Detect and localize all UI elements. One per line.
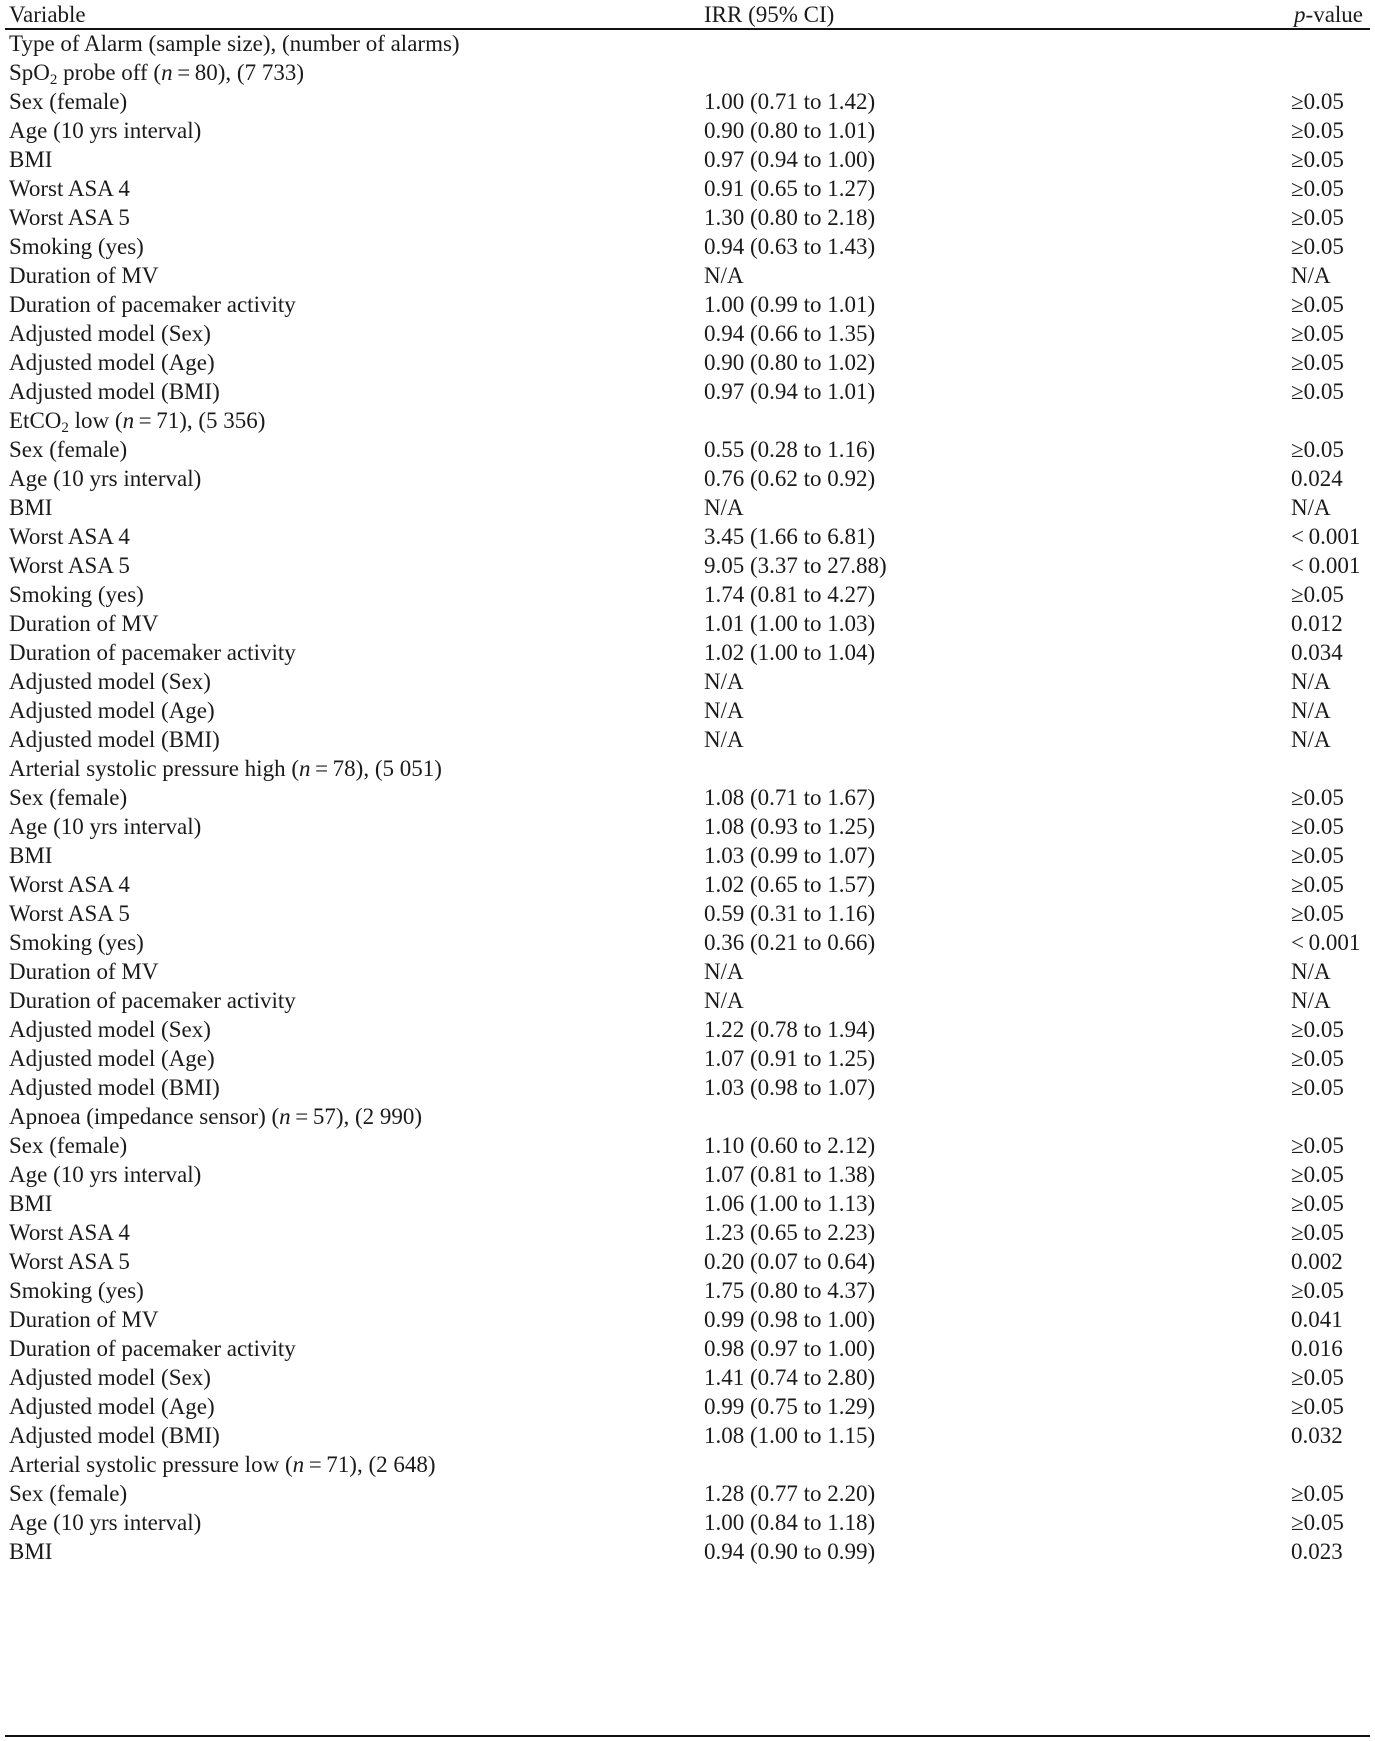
variable-cell: Worst ASA 4 [9,524,130,549]
p-value-cell: N/A [1291,727,1331,752]
irr-cell: 1.03 (0.99 to 1.07) [704,843,876,868]
variable-cell: Adjusted model (Sex) [9,1365,211,1390]
p-value-cell: 0.012 [1291,611,1343,636]
table-row [0,637,1375,669]
table-row [0,695,1375,727]
variable-cell: BMI [9,147,53,172]
p-value-cell: ≥0.05 [1291,785,1344,810]
header-p-italic: p [1294,2,1306,27]
variable-cell: Sex (female) [9,437,128,462]
group-title-row [0,1101,1375,1133]
group-title-mid: low ( [68,408,123,433]
table-row [0,1333,1375,1365]
table-row [0,1043,1375,1075]
irr-cell: 1.74 (0.81 to 4.27) [704,582,876,607]
table-row [0,86,1375,118]
variable-cell: Duration of MV [9,611,159,636]
table-row [0,1188,1375,1220]
p-value-cell: 0.016 [1291,1336,1343,1361]
p-value-cell: < 0.001 [1291,553,1361,578]
irr-cell: 1.02 (0.65 to 1.57) [704,872,876,897]
variable-cell: Age (10 yrs interval) [9,1510,202,1535]
group-title-n: n [292,1452,305,1477]
p-value-cell: N/A [1291,988,1331,1013]
irr-cell: N/A [704,669,744,694]
variable-cell: Worst ASA 4 [9,872,130,897]
table-row [0,666,1375,698]
group-title-mid: ( [285,756,299,781]
table-row [0,492,1375,524]
table-row [0,869,1375,901]
p-value-cell: ≥0.05 [1291,1394,1344,1419]
p-value-cell: ≥0.05 [1291,350,1344,375]
table-row [0,579,1375,611]
group-title [9,1101,422,1133]
p-value-cell: ≥0.05 [1291,176,1344,201]
table-row [0,521,1375,553]
p-value-cell: N/A [1291,698,1331,723]
group-title-pre: Apnoea (impedance sensor) [9,1104,266,1129]
p-value-cell: N/A [1291,495,1331,520]
p-value-cell: < 0.001 [1291,524,1361,549]
variable-cell: Adjusted model (Sex) [9,321,211,346]
p-value-cell: ≥0.05 [1291,1017,1344,1042]
group-title [9,57,304,89]
table-intro-row [0,28,1375,60]
irr-cell: N/A [704,263,744,288]
p-value-cell: ≥0.05 [1291,292,1344,317]
group-title-post: = 78), (5 051) [310,756,442,781]
irr-cell: 0.94 (0.90 to 0.99) [704,1539,876,1564]
group-title-post: = 80), (7 733) [172,60,305,85]
variable-cell: Adjusted model (BMI) [9,1423,220,1448]
variable-cell: Smoking (yes) [9,1278,144,1303]
p-value-cell: ≥0.05 [1291,901,1344,926]
variable-cell: Sex (female) [9,785,128,810]
variable-cell: Duration of MV [9,959,159,984]
group-title-mid: probe off ( [57,60,162,85]
p-value-cell: 0.034 [1291,640,1343,665]
table-row [0,1362,1375,1394]
irr-cell: 1.28 (0.77 to 2.20) [704,1481,876,1506]
p-value-cell: ≥0.05 [1291,1191,1344,1216]
table-row [0,550,1375,582]
irr-cell: 0.97 (0.94 to 1.00) [704,147,876,172]
irr-cell: 1.00 (0.71 to 1.42) [704,89,876,114]
group-title-mid: ( [265,1104,280,1129]
table-row [0,724,1375,756]
irr-cell: 1.03 (0.98 to 1.07) [704,1075,876,1100]
p-value-cell: 0.024 [1291,466,1343,491]
variable-cell: Adjusted model (BMI) [9,727,220,752]
group-title-sub: 2 [49,72,58,88]
variable-cell: Sex (female) [9,1133,128,1158]
p-value-cell: ≥0.05 [1291,205,1344,230]
variable-cell: Worst ASA 5 [9,205,130,230]
irr-cell: N/A [704,959,744,984]
table-row [0,1246,1375,1278]
group-title-sub: 2 [61,420,69,436]
irr-cell: 1.00 (0.84 to 1.18) [704,1510,876,1535]
variable-cell: Smoking (yes) [9,234,144,259]
table-row [0,1072,1375,1104]
variable-cell: Adjusted model (Age) [9,1394,215,1419]
table-row [0,1159,1375,1191]
variable-cell: Duration of pacemaker activity [9,1336,296,1361]
irr-cell: N/A [704,727,744,752]
variable-cell: Sex (female) [9,89,128,114]
p-value-cell: 0.041 [1291,1307,1343,1332]
group-title-n: n [279,1104,291,1129]
table-row [0,840,1375,872]
table-row [0,1478,1375,1510]
variable-cell: Duration of pacemaker activity [9,292,296,317]
p-value-cell: ≥0.05 [1291,1278,1344,1303]
table-row [0,173,1375,205]
header-p-rest: -value [1305,2,1363,27]
variable-cell: Smoking (yes) [9,930,144,955]
irr-cell: 1.08 (1.00 to 1.15) [704,1423,876,1448]
irr-cell: N/A [704,988,744,1013]
bottom-rule [5,1735,1370,1737]
variable-cell: Worst ASA 4 [9,176,130,201]
variable-cell: BMI [9,1539,53,1564]
irr-cell: 0.59 (0.31 to 1.16) [704,901,876,926]
table-row [0,144,1375,176]
irr-cell: 1.41 (0.74 to 2.80) [704,1365,876,1390]
variable-cell: Duration of pacemaker activity [9,988,296,1013]
irr-cell: 1.10 (0.60 to 2.12) [704,1133,876,1158]
table-row [0,434,1375,466]
irr-cell: 1.07 (0.81 to 1.38) [704,1162,876,1187]
irr-cell: 1.30 (0.80 to 2.18) [704,205,876,230]
irr-cell: 0.91 (0.65 to 1.27) [704,176,876,201]
variable-cell: Sex (female) [9,1481,128,1506]
irr-cell: 1.22 (0.78 to 1.94) [704,1017,876,1042]
table-row [0,1507,1375,1539]
table-row [0,608,1375,640]
table-row [0,1217,1375,1249]
variable-cell: Age (10 yrs interval) [9,814,202,839]
p-value-cell: 0.002 [1291,1249,1343,1274]
table-row [0,1391,1375,1423]
table-row [0,1130,1375,1162]
variable-cell: Adjusted model (Age) [9,698,215,723]
variable-cell: BMI [9,1191,53,1216]
header-irr: IRR (95% CI) [704,2,835,27]
p-value-cell: ≥0.05 [1291,1133,1344,1158]
irr-cell: 0.94 (0.63 to 1.43) [704,234,876,259]
table-row [0,1275,1375,1307]
table-row [0,260,1375,292]
p-value-cell: ≥0.05 [1291,1510,1344,1535]
irr-cell: 1.01 (1.00 to 1.03) [704,611,876,636]
variable-cell: Duration of pacemaker activity [9,640,296,665]
irr-cell: 1.00 (0.99 to 1.01) [704,292,876,317]
group-title-n: n [161,60,173,85]
group-title-post: = 71), (5 356) [134,408,266,433]
table-row [0,1304,1375,1336]
irr-cell: 3.45 (1.66 to 6.81) [704,524,876,549]
irr-cell: 0.98 (0.97 to 1.00) [704,1336,876,1361]
p-value-cell: ≥0.05 [1291,234,1344,259]
irr-cell: 0.90 (0.80 to 1.01) [704,118,876,143]
irr-cell: 1.08 (0.71 to 1.67) [704,785,876,810]
table-row [0,463,1375,495]
header-p-value [1294,0,1363,31]
variable-cell: Adjusted model (Sex) [9,1017,211,1042]
variable-cell: Age (10 yrs interval) [9,466,202,491]
irr-cell: 1.23 (0.65 to 2.23) [704,1220,876,1245]
irr-cell: 1.08 (0.93 to 1.25) [704,814,876,839]
irr-cell: 0.55 (0.28 to 1.16) [704,437,876,462]
p-value-cell: ≥0.05 [1291,147,1344,172]
table-row [0,1420,1375,1452]
variable-cell: Worst ASA 4 [9,1220,130,1245]
p-value-cell: ≥0.05 [1291,321,1344,346]
irr-cell: N/A [704,495,744,520]
table-row [0,202,1375,234]
table-row [0,1536,1375,1568]
variable-cell: Adjusted model (BMI) [9,379,220,404]
p-value-cell: N/A [1291,263,1331,288]
irr-cell: 0.20 (0.07 to 0.64) [704,1249,876,1274]
variable-cell: BMI [9,495,53,520]
group-title-pre: Arterial systolic pressure low [9,1452,280,1477]
variable-cell: Adjusted model (Age) [9,350,215,375]
variable-cell: Age (10 yrs interval) [9,118,202,143]
table-row [0,1014,1375,1046]
irr-cell: 1.02 (1.00 to 1.04) [704,640,876,665]
group-title-row [0,57,1375,89]
header-variable: Variable [9,2,86,27]
group-title-row [0,1449,1375,1481]
table-row [0,376,1375,408]
group-title-pre: EtCO [9,408,62,433]
group-title-n: n [299,756,311,781]
p-value-cell: ≥0.05 [1291,1075,1344,1100]
table-row [0,115,1375,147]
irr-cell: 0.36 (0.21 to 0.66) [704,930,876,955]
irr-cell: 1.75 (0.80 to 4.37) [704,1278,876,1303]
p-value-cell: 0.023 [1291,1539,1343,1564]
p-value-cell: ≥0.05 [1291,814,1344,839]
group-title-post: = 57), (2 990) [290,1104,423,1129]
p-value-cell: N/A [1291,959,1331,984]
p-value-cell: < 0.001 [1291,930,1361,955]
p-value-cell: ≥0.05 [1291,379,1344,404]
p-value-cell: ≥0.05 [1291,1481,1344,1506]
p-value-cell: ≥0.05 [1291,118,1344,143]
irr-cell: N/A [704,698,744,723]
p-value-cell: 0.032 [1291,1423,1343,1448]
variable-cell: Age (10 yrs interval) [9,1162,202,1187]
variable-cell: Adjusted model (BMI) [9,1075,220,1100]
variable-cell: Duration of MV [9,263,159,288]
variable-cell: BMI [9,843,53,868]
table-row [0,927,1375,959]
p-value-cell: ≥0.05 [1291,89,1344,114]
table-row [0,811,1375,843]
intro-label: Type of Alarm (sample size), (number of alarms) [9,31,460,56]
table-row [0,985,1375,1017]
p-value-cell: ≥0.05 [1291,1162,1344,1187]
table-row [0,956,1375,988]
variable-cell: Worst ASA 5 [9,901,130,926]
variable-cell: Adjusted model (Sex) [9,669,211,694]
irr-cell: 9.05 (3.37 to 27.88) [704,553,887,578]
table-header [0,0,1375,31]
table-row [0,231,1375,263]
irr-cell: 0.90 (0.80 to 1.02) [704,350,876,375]
p-value-cell: ≥0.05 [1291,582,1344,607]
p-value-cell: N/A [1291,669,1331,694]
irr-cell: 0.99 (0.98 to 1.00) [704,1307,876,1332]
group-title-row [0,753,1375,785]
variable-cell: Worst ASA 5 [9,553,130,578]
irr-cell: 1.07 (0.91 to 1.25) [704,1046,876,1071]
variable-cell: Adjusted model (Age) [9,1046,215,1071]
group-title-pre: Arterial systolic pressure high [9,756,286,781]
table-row [0,782,1375,814]
p-value-cell: ≥0.05 [1291,1365,1344,1390]
group-title-post: = 71), (2 648) [304,1452,436,1477]
p-value-cell: ≥0.05 [1291,437,1344,462]
group-title [9,753,442,785]
irr-cell: 0.97 (0.94 to 1.01) [704,379,876,404]
group-title-n: n [122,408,135,433]
variable-cell: Worst ASA 5 [9,1249,130,1274]
p-value-cell: ≥0.05 [1291,872,1344,897]
p-value-cell: ≥0.05 [1291,1220,1344,1245]
group-title-mid: ( [279,1452,293,1477]
table-row [0,318,1375,350]
table-row [0,347,1375,379]
irr-cell: 0.76 (0.62 to 0.92) [704,466,876,491]
p-value-cell: ≥0.05 [1291,843,1344,868]
table-row [0,289,1375,321]
group-title [9,1449,436,1481]
p-value-cell: ≥0.05 [1291,1046,1344,1071]
irr-cell: 0.99 (0.75 to 1.29) [704,1394,876,1419]
variable-cell: Smoking (yes) [9,582,144,607]
variable-cell: Duration of MV [9,1307,159,1332]
group-title-pre: SpO [9,60,50,85]
table-row [0,898,1375,930]
irr-cell: 1.06 (1.00 to 1.13) [704,1191,876,1216]
group-title-row [0,405,1375,437]
group-title [9,405,265,437]
irr-cell: 0.94 (0.66 to 1.35) [704,321,876,346]
